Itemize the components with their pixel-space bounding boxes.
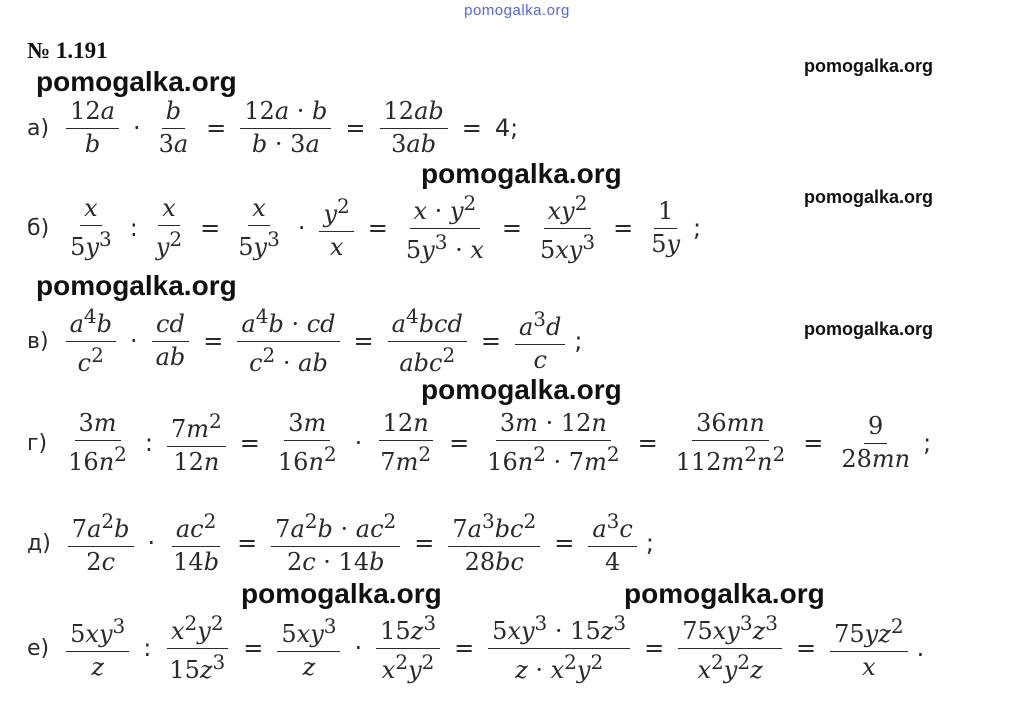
fraction: $\frac{7a^3bc^2}{28bc}$ (448, 510, 540, 576)
fraction: $\frac{5xy^3}{z}$ (277, 615, 340, 681)
watermark: pomogalka.org (804, 56, 934, 76)
top-watermark: pomogalka.org (464, 2, 570, 19)
fraction: $\frac{y^2}{x}$ (319, 195, 353, 261)
fraction: $\frac{a^3c}{4}$ (588, 510, 637, 576)
fraction: $\frac{36mn}{112m^2n^2}$ (675, 409, 786, 476)
problem-label: г) (27, 430, 48, 456)
problem-b: б) $\frac{x}{5y^3}$ : $\frac{x}{y^2}$ = $\frac{x}{5y^3}$ · $\frac{y^2}{x}$ = $\frac{x \cdot y^2}{5y^3 \cdot x}$ = $\frac{xy^2}{5xy^3}$ = $\frac{1}{5y}$ ; (27, 191, 702, 264)
problem-number: № 1.191 (27, 38, 108, 63)
problem-label: д) (27, 530, 51, 556)
fraction: $\frac{3m}{16n^2}$ (277, 409, 337, 476)
watermark: pomogalka.org (804, 319, 934, 339)
watermark: pomogalka.org (241, 578, 442, 609)
fraction: $\frac{9}{28mn}$ (841, 412, 911, 473)
fraction: $\frac{a^3d}{c}$ (515, 308, 565, 374)
fraction: $\frac{12a \cdot b}{b \cdot 3a}$ (240, 98, 331, 158)
problem-d: д) $\frac{7a^2b}{2c}$ · $\frac{ac^2}{14b}$ = $\frac{7a^2b \cdot ac^2}{2c \cdot 14b}$ = $\frac{7a^3bc^2}{28bc}$ = $\frac{a^3c}{4}$ ; (27, 509, 654, 576)
watermark: pomogalka.org (36, 270, 237, 301)
problem-label: б) (27, 215, 50, 241)
watermark: pomogalka.org (804, 187, 934, 207)
fraction: $\frac{75yz^2}{x}$ (830, 615, 907, 681)
fraction: $\frac{7a^2b \cdot ac^2}{2c \cdot 14b}$ (271, 510, 400, 576)
fraction: $\frac{ac^2}{14b}$ (173, 509, 220, 576)
fraction: $\frac{x}{5y^3}$ (238, 194, 280, 261)
fraction: $\frac{12n}{7m^2}$ (380, 409, 432, 476)
problem-label: е) (27, 635, 50, 661)
problem-label: в) (27, 328, 49, 354)
problem-a: а) $\frac{12a}{b}$ · $\frac{b}{3a}$ = $\frac{12a \cdot b}{b \cdot 3a}$ = $\frac{12ab}{3ab}$ = 4; (27, 97, 519, 158)
fraction: $\frac{a^4bcd}{abc^2}$ (388, 305, 467, 377)
fraction: $\frac{x}{5y^3}$ (70, 194, 112, 261)
watermark: pomogalka.org (421, 158, 622, 189)
problem-g: г) $\frac{3m}{16n^2}$ : $\frac{7m^2}{12n}$ = $\frac{3m}{16n^2}$ · $\frac{12n}{7m^2}$ = $\frac{3m \cdot 12n}{16n^2 \cdot 7m^2}$ = $\frac{36mn}{112m^2n^2}$ = $\frac{9}{28mn}$ ; (27, 409, 932, 476)
fraction: $\frac{3m \cdot 12n}{16n^2 \cdot 7m^2}$ (487, 409, 620, 476)
fraction: $\frac{5xy^3}{z}$ (66, 615, 129, 681)
fraction: $\frac{a^4b}{c^2}$ (66, 305, 116, 377)
fraction: $\frac{cd}{ab}$ (152, 311, 190, 371)
fraction: $\frac{b}{3a}$ (158, 97, 189, 158)
watermark: pomogalka.org (36, 66, 237, 97)
problem-v: в) $\frac{a^4b}{c^2}$ · $\frac{cd}{ab}$ = $\frac{a^4b \cdot cd}{c^2 \cdot ab}$ = $\frac{a^4bcd}{abc^2}$ = $\frac{a^3d}{c}$ ; (27, 304, 583, 377)
fraction: $\frac{x^2y^2}{15z^3}$ (165, 612, 229, 684)
fraction: $\frac{a^4b \cdot cd}{c^2 \cdot ab}$ (237, 305, 339, 377)
fraction: $\frac{12a}{b}$ (66, 98, 119, 158)
fraction: $\frac{7a^2b}{2c}$ (68, 510, 134, 576)
fraction: $\frac{15z^3}{x^2y^2}$ (376, 612, 440, 684)
fraction: $\frac{12ab}{3ab}$ (380, 98, 448, 158)
fraction: $\frac{x}{y^2}$ (155, 194, 183, 261)
fraction: $\frac{1}{5y}$ (651, 197, 681, 258)
watermark: pomogalka.org (624, 578, 825, 609)
fraction: $\frac{7m^2}{12n}$ (167, 410, 226, 476)
problem-e: е) $\frac{5xy^3}{z}$ : $\frac{x^2y^2}{15z^3}$ = $\frac{5xy^3}{z}$ · $\frac{15z^3}{x^2y^2}$ = $\frac{5xy^3 \cdot 15z^3}{z \cdot x^2y^2}$ = $\frac{75xy^3z^3}{x^2y^2z}$ = $\frac{75yz^2}{x}$ . (27, 611, 925, 684)
fraction: $\frac{3m}{16n^2}$ (68, 409, 127, 476)
fraction: $\frac{x \cdot y^2}{5y^3 \cdot x}$ (405, 191, 484, 264)
fraction: $\frac{xy^2}{5xy^3}$ (539, 191, 596, 264)
problem-label: а) (27, 115, 50, 141)
watermark: pomogalka.org (421, 374, 622, 405)
fraction: $\frac{5xy^3 \cdot 15z^3}{z \cdot x^2y^2}$ (488, 612, 630, 684)
fraction: $\frac{75xy^3z^3}{x^2y^2z}$ (678, 612, 782, 684)
